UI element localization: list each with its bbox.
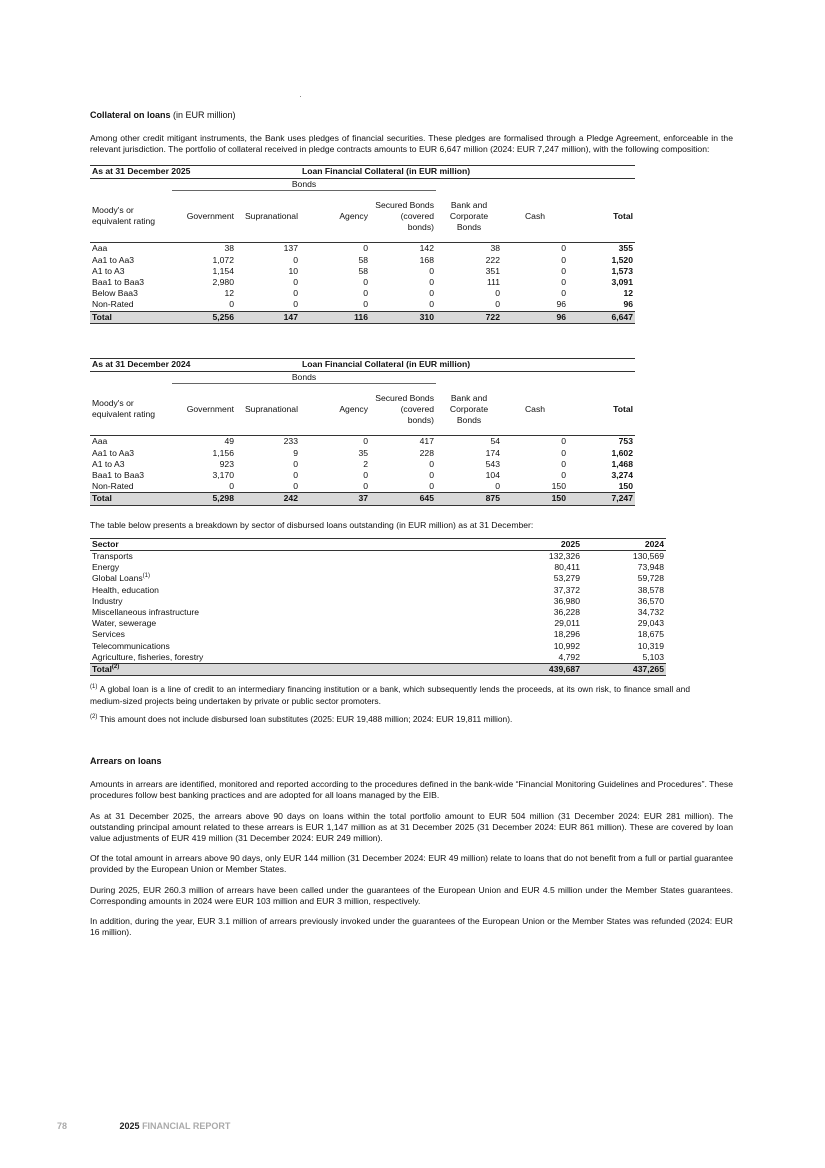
report-year: 2025 [119,1121,140,1131]
value-cell: 9 [293,447,298,458]
total-value: 722 [436,311,502,323]
collateral-heading [90,110,733,121]
value-cell: 0 [495,299,500,310]
value-2025: 53,279 [553,573,580,584]
value-cell: 0 [293,254,298,265]
sector-name: Agriculture, fisheries, forestry [92,651,204,662]
sector-total-row [90,664,666,676]
page-number: 78 [57,1121,68,1131]
total-cell: 355 [618,243,633,254]
value-cell: 54 [490,436,500,447]
value-cell: 923 [219,458,234,469]
value-2025: 132,326 [548,551,580,562]
value-cell: 104 [485,470,500,481]
table-row [90,299,635,311]
total-2025: 439,687 [498,664,582,676]
table-row [90,481,635,493]
group-label: Loan Financial Collateral (in EUR million) [300,358,635,371]
value-cell: 38 [490,243,500,254]
value-2024: 18,675 [637,629,664,640]
value-cell: 2 [363,458,368,469]
sector-name-cell [90,573,498,584]
value-2024: 59,728 [637,573,664,584]
value-cell: 111 [486,276,500,287]
total-cell: 150 [618,481,633,492]
page-footer [57,1121,230,1131]
value-cell: 150 [551,481,566,492]
sector-row [90,596,666,607]
value-cell: 0 [495,288,500,299]
sector-row [90,562,666,573]
value-cell: 0 [363,299,368,310]
value-cell: 174 [485,447,500,458]
value-cell: 0 [293,299,298,310]
total-label: Total [90,311,172,323]
rating-header: Moody's or equivalent rating [90,383,172,436]
value-cell: 1,156 [212,447,234,458]
table-row [90,459,635,470]
footnote-1-text: A global loan is a line of credit to an intermediary financing institution or a bank, which subsequently lends the proceeds, at its own risk, to finance small and medium-sized projects being undertaken by private or public sector promoters. [90,684,690,706]
collateral-table-2024 [90,358,635,506]
value-cell: 0 [561,470,566,481]
total-header: Total [568,190,635,243]
value-2025: 10,992 [553,640,580,651]
supranational-header: Supranational [236,383,300,436]
value-2025: 36,228 [553,607,580,618]
value-cell: 2,980 [212,276,234,287]
rating-cell: Non-Rated [92,481,134,492]
page-content [90,110,733,947]
year-2024-header: 2024 [582,538,666,550]
total-value: 875 [436,493,502,505]
value-cell: 0 [561,447,566,458]
footnote-mark: (1) [142,573,150,580]
value-cell: 0 [429,276,434,287]
rating-cell: Aa1 to Aa3 [92,254,135,265]
total-row [90,311,635,323]
arrears-paragraph: Of the total amount in arrears above 90 days, only EUR 144 million (31 December 2024: EUR 49 million) relate to loans that do not benefit from a full or partial guarantee provided by the European Union or Member States. [90,853,733,875]
sector-intro: The table below presents a breakdown by sector of disbursed loans outstanding (in EUR million) as at 31 December: [90,519,534,530]
value-cell: 0 [293,288,298,299]
value-2025: 80,411 [554,562,580,573]
table-row [90,448,635,459]
sector-row [90,641,666,652]
total-cell: 753 [618,436,633,447]
value-cell: 3,170 [212,470,234,481]
value-cell: 222 [485,254,500,265]
total-value: 150 [502,493,568,505]
value-cell: 0 [363,470,368,481]
value-cell: 0 [229,481,234,492]
value-2024: 73,948 [637,562,664,573]
year-2025-header: 2025 [498,538,582,550]
total-cell: 3,274 [611,470,633,481]
footnote-1 [90,684,690,706]
value-cell: 38 [224,243,234,254]
arrears-paragraph: During 2025, EUR 260.3 million of arrears have been called under the guarantees of the European Union and EUR 4.5 million under the Member States guarantees. Corresponding amounts in 2024 were EUR 103 million and EUR 3 million, respectively. [90,884,733,906]
value-cell: 0 [293,458,298,469]
value-2024: 34,732 [637,607,664,618]
total-cell: 1,573 [611,265,633,276]
table-row [90,255,635,266]
government-header: Government [172,190,236,243]
value-2024: 38,578 [637,584,664,595]
value-cell: 0 [561,436,566,447]
value-cell: 0 [561,458,566,469]
sector-name: Telecommunications [92,640,170,651]
total-cell: 1,468 [611,458,633,469]
column-header-row [90,190,635,243]
bonds-label: Bonds [172,178,436,190]
value-cell: 96 [556,299,566,310]
value-cell: 0 [363,276,368,287]
rating-cell: Aa1 to Aa3 [92,447,135,458]
value-2025: 4,792 [558,651,580,662]
bonds-row [90,371,635,383]
total-value: 37 [300,493,370,505]
sector-name: Miscellaneous infrastructure [92,607,199,618]
value-cell: 0 [363,243,368,254]
value-cell: 168 [419,254,434,265]
government-header: Government [172,383,236,436]
arrears-paragraph: As at 31 December 2025, the arrears above 90 days on loans within the total portfolio amount to EUR 504 million (31 December 2024: EUR 281 million). The outstanding principal amount related to these arrears is EUR 1,147 million as at 31 December 2025 (31 December 2024: EUR 861 million). These are covered by loan value adjustments of EUR 419 million (31 December 2024: EUR 249 million). [90,810,733,843]
table-row [90,470,635,481]
bonds-label: Bonds [172,371,436,383]
rating-cell: A1 to A3 [92,458,125,469]
grand-total: 7,247 [568,493,635,505]
collateral-title: Collateral on loans [90,110,171,120]
sector-name: Industry [92,595,123,606]
value-cell: 351 [485,265,500,276]
total-cell: 1,520 [611,254,633,265]
arrears-paragraph: Amounts in arrears are identified, monitored and reported according to the procedures defined in the bank-wide “Financial Monitoring Guidelines and Procedures”. These procedures follow best banking practices and are adopted for all loans managed by the EIB. [90,779,733,801]
arrears-heading: Arrears on loans [90,755,162,766]
footnote-mark: (2) [111,664,120,671]
total-value: 96 [502,311,568,323]
value-2024: 10,319 [637,640,664,651]
value-cell: 142 [419,243,434,254]
value-cell: 228 [419,447,434,458]
total-value: 116 [300,311,370,323]
sector-name: Services [92,629,125,640]
total-cell: 1,602 [611,447,633,458]
value-cell: 49 [224,436,234,447]
footnote-2 [90,714,690,725]
footnote-2-text: This amount does not include disbursed loan substitutes (2025: EUR 19,488 million; 2024: EUR 19,811 million). [99,713,513,724]
total-value: 147 [236,311,300,323]
table-row [90,436,635,448]
as-at-label: As at 31 December 2025 [90,165,300,178]
total-value: 310 [370,311,436,323]
rating-cell: Aaa [92,436,108,447]
sector-name: Water, sewerage [92,618,157,629]
table-title-row [90,358,635,371]
sector-row [90,618,666,629]
value-cell: 0 [363,481,368,492]
supranational-header: Supranational [236,190,300,243]
value-2024: 29,043 [637,618,664,629]
total-cell: 12 [623,288,633,299]
agency-header: Agency [300,190,370,243]
column-header-row [90,383,635,436]
scan-dot [300,96,301,97]
secured-header: Secured Bonds (covered bonds) [370,383,436,436]
sector-row [90,585,666,596]
total-value: 5,256 [172,311,236,323]
rating-cell: Aaa [92,243,108,254]
value-cell: 0 [561,288,566,299]
sector-name: Health, education [92,584,159,595]
value-cell: 233 [283,436,298,447]
sector-name: Global Loans [92,573,143,584]
agency-header: Agency [300,383,370,436]
value-2024: 5,103 [642,651,664,662]
value-cell: 0 [495,481,500,492]
value-cell: 35 [358,447,368,458]
collateral-intro: Among other credit mitigant instruments, the Bank uses pledges of financial securities. These pledges are formalised through a Pledge Agreement, enforceable in the relevant jurisdiction. The portfolio of collateral received in pledge contracts amounts to EUR 6,647 million (2024: EUR 7,247 million), with the following composition: [90,133,733,155]
total-cell: 96 [623,299,633,310]
as-at-label: As at 31 December 2024 [90,358,300,371]
sector-name: Energy [92,562,120,573]
collateral-title-suffix: (in EUR million) [173,110,236,120]
value-2025: 36,980 [553,595,580,606]
collateral-table-2025 [90,165,635,324]
value-cell: 0 [561,265,566,276]
value-cell: 12 [224,288,234,299]
rating-cell: Baa1 to Baa3 [92,470,145,481]
bank-header: Bank and Corporate Bonds [436,383,502,436]
value-2025: 18,296 [553,629,580,640]
sector-header-row [90,538,666,550]
total-value: 242 [236,493,300,505]
value-cell: 417 [419,436,434,447]
value-cell: 0 [293,470,298,481]
value-cell: 58 [358,265,368,276]
footnote-mark: (1) [90,684,98,691]
sector-row [90,629,666,640]
group-label: Loan Financial Collateral (in EUR million) [300,165,635,178]
secured-header: Secured Bonds (covered bonds) [370,190,436,243]
report-label: FINANCIAL REPORT [142,1121,231,1131]
value-cell: 0 [429,470,434,481]
rating-header: Moody's or equivalent rating [90,190,172,243]
value-cell: 0 [229,299,234,310]
value-cell: 58 [358,254,368,265]
table-row [90,243,635,255]
value-cell: 0 [429,288,434,299]
table-row [90,277,635,288]
value-2024: 36,570 [637,595,664,606]
total-label: Total [90,493,172,505]
total-header: Total [568,383,635,436]
rating-cell: Baa1 to Baa3 [92,276,145,287]
value-cell: 0 [293,276,298,287]
sector-row [90,573,666,584]
footnote-mark: (2) [90,713,98,720]
value-cell: 0 [561,254,566,265]
rating-cell: A1 to A3 [92,265,125,276]
sector-header: Sector [90,538,498,550]
value-cell: 137 [283,243,298,254]
table-row [90,288,635,299]
value-cell: 0 [429,265,434,276]
sector-row [90,652,666,664]
total-label: Total [92,664,112,675]
table-title-row [90,165,635,178]
value-cell: 0 [561,276,566,287]
value-cell: 0 [561,243,566,254]
value-cell: 1,154 [212,265,234,276]
value-cell: 0 [363,288,368,299]
table-row [90,266,635,277]
value-2025: 37,372 [553,584,580,595]
sector-table [90,538,666,676]
value-cell: 1,072 [212,254,234,265]
value-cell: 0 [429,481,434,492]
rating-cell: Below Baa3 [92,288,138,299]
arrears-paragraph: In addition, during the year, EUR 3.1 million of arrears previously invoked under the guarantees of the European Union or the Member States was refunded (2024: EUR 16 million). [90,915,733,938]
sector-total-cell [90,664,498,676]
bonds-row [90,178,635,190]
total-value: 645 [370,493,436,505]
value-cell: 0 [293,481,298,492]
value-cell: 0 [429,299,434,310]
value-cell: 0 [363,436,368,447]
rating-cell: Non-Rated [92,299,134,310]
value-2024: 130,569 [632,551,664,562]
grand-total: 6,647 [568,311,635,323]
total-cell: 3,091 [611,276,633,287]
value-cell: 543 [485,458,500,469]
cash-header: Cash [502,190,568,243]
value-2025: 29,011 [554,618,580,629]
sector-row [90,607,666,618]
sector-row [90,551,666,563]
sector-name: Transports [92,551,133,562]
value-cell: 10 [288,265,298,276]
value-cell: 0 [429,458,434,469]
total-value: 5,298 [172,493,236,505]
total-2024: 437,265 [582,664,666,676]
cash-header: Cash [502,383,568,436]
bank-header: Bank and Corporate Bonds [436,190,502,243]
total-row [90,493,635,505]
